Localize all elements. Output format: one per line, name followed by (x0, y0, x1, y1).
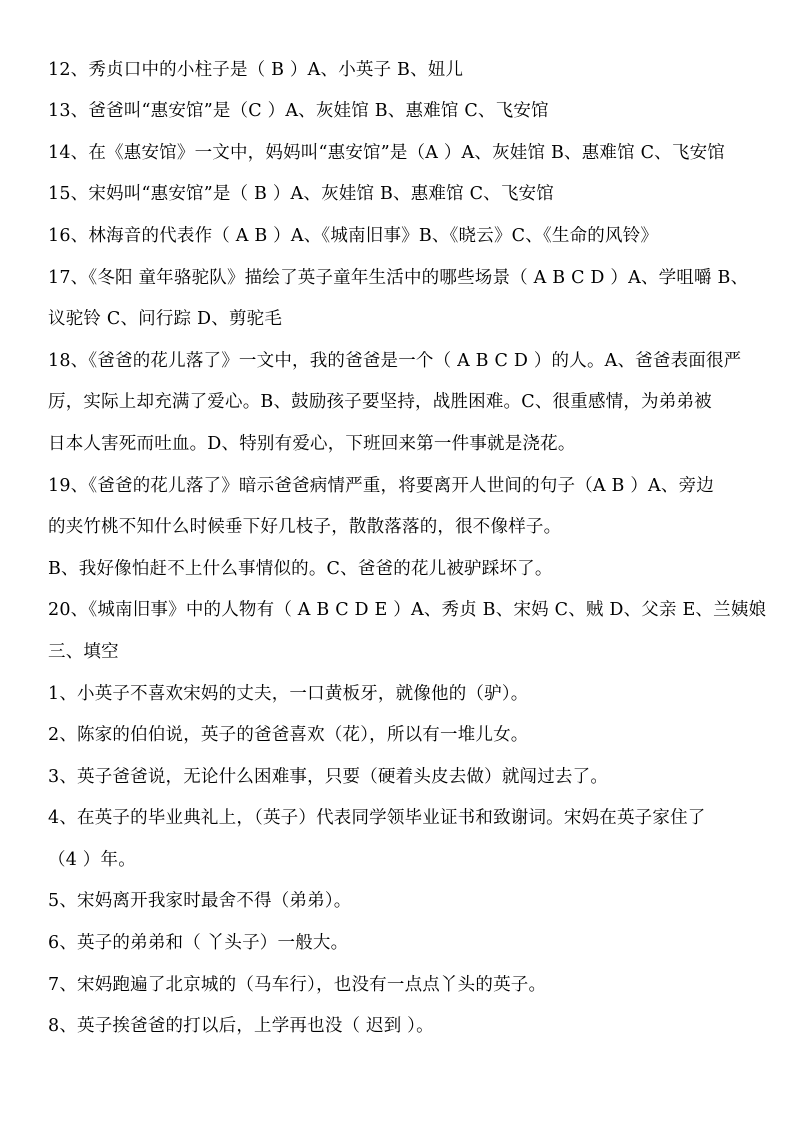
question-20: 20、《城南旧事》中的人物有（ A B C D E ）A、秀贞 B、宋妈 C、贼 D、父亲 E、兰姨娘 (48, 600, 767, 620)
fill-3: 3、英子爸爸说，无论什么困难事，只要（硬着头皮去做）就闯过去了。 (48, 767, 609, 787)
question-19-line-1: 19、《爸爸的花儿落了》暗示爸爸病情严重，将要离开人世间的句子（A B ）A、旁边 (48, 476, 714, 496)
question-18-line-3: 日本人害死而吐血。D、特别有爱心，下班回来第一件事就是浇花。 (48, 434, 576, 454)
question-13: 13、爸爸叫“惠安馆”是（C ）A、灰娃馆 B、惠难馆 C、飞安馆 (48, 101, 549, 121)
fill-8: 8、英子挨爸爸的打以后，上学再也没（ 迟到 ）。 (48, 1016, 434, 1036)
fill-5: 5、宋妈离开我家时最舍不得（弟弟）。 (48, 891, 352, 911)
fill-7: 7、宋妈跑遍了北京城的（马车行），也没有一点点丫头的英子。 (48, 975, 547, 995)
fill-4-line-1: 4、在英子的毕业典礼上，（英子）代表同学领毕业证书和致谢词。宋妈在英子家住了 (48, 808, 706, 828)
question-18-line-2: 厉，实际上却充满了爱心。B、鼓励孩子要坚持，战胜困难。C、很重感情，为弟弟被 (48, 392, 712, 412)
fill-2: 2、陈家的伯伯说，英子的爸爸喜欢（花），所以有一堆儿女。 (48, 725, 529, 745)
question-19-line-2: 的夹竹桃不知什么时候垂下好几枝子，散散落落的，很不像样子。 (48, 517, 562, 537)
fill-1: 1、小英子不喜欢宋妈的丈夫，一口黄板牙，就像他的（驴）。 (48, 684, 529, 704)
question-18-line-1: 18、《爸爸的花儿落了》一文中，我的爸爸是一个（ A B C D ）的人。A、爸爸表面很严 (48, 351, 742, 371)
fill-6: 6、英子的弟弟和（ 丫头子）一般大。 (48, 933, 349, 953)
fill-4-line-2: （4 ）年。 (48, 850, 136, 870)
question-17-line-2: 议驼铃 C、问行踪 D、剪驼毛 (48, 309, 283, 329)
question-19-line-3: B、我好像怕赶不上什么事情似的。C、爸爸的花儿被驴踩坏了。 (48, 559, 553, 579)
question-12: 12、秀贞口中的小柱子是（ B ）A、小英子 B、妞儿 (48, 60, 464, 80)
question-16: 16、林海音的代表作（ A B ）A、《城南旧事》B、《晓云》C、《生命的风铃》 (48, 226, 659, 246)
question-14: 14、在《惠安馆》一文中，妈妈叫“惠安馆”是（A ）A、灰娃馆 B、惠难馆 C、飞安馆 (48, 143, 725, 163)
section-heading-fill-in: 三、填空 (48, 642, 119, 662)
question-15: 15、宋妈叫“惠安馆”是（ B ）A、灰娃馆 B、惠难馆 C、飞安馆 (48, 184, 554, 204)
question-17-line-1: 17、《冬阳 童年骆驼队》描绘了英子童年生活中的哪些场景（ A B C D ）A、学咀嚼 B、 (48, 268, 749, 288)
